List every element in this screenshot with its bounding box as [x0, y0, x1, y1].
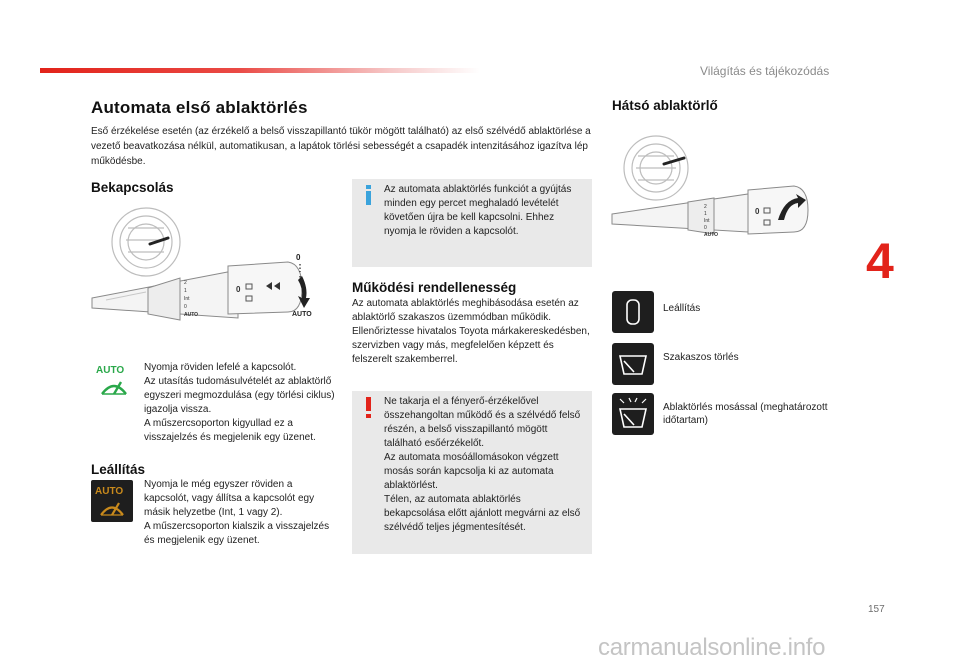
- wiper-stalk-icon: [612, 186, 808, 234]
- stalk-label-0: 0: [184, 304, 187, 310]
- header-accent-bar: [40, 68, 480, 73]
- page-title: Automata első ablaktörlés: [91, 98, 308, 117]
- warning-box: [352, 391, 592, 554]
- rear-stalk-zero-label: 0: [755, 207, 760, 216]
- svg-text:0: 0: [704, 225, 707, 231]
- malfunction-heading: Működési rendellenesség: [352, 280, 517, 295]
- info-box: [352, 179, 592, 267]
- warning-icon: [361, 396, 377, 425]
- marker-zero-label: 0: [296, 253, 301, 262]
- svg-text:AUTO: AUTO: [96, 365, 125, 376]
- warning-box-text: Ne takarja el a fényerő-érzékelővel összehangoltan működő és a szélvédő felső részén, a belső visszapillantó mögött található esőérzékelőt. Az automata mosóállomásokon végzett mosás során kapcsolja ki az automata ablaktörlést. Télen, az automata ablaktörlés bekapcsolása előtt ajánlott megvárni az első szélvédő teljes jégmentesítését.: [384, 396, 581, 533]
- svg-text:Int: Int: [704, 218, 710, 224]
- svg-text:1: 1: [704, 211, 707, 217]
- stop-icon: [612, 291, 654, 333]
- auto-wiper-indicator-icon: [94, 360, 134, 400]
- steering-wheel-icon: [112, 208, 180, 276]
- info-icon: [361, 184, 377, 211]
- switch-on-heading: Bekapcsolás: [91, 180, 174, 195]
- stalk-label-int: Int: [184, 296, 190, 302]
- stalk-label-auto: AUTO: [184, 312, 199, 318]
- steering-wheel-icon: [624, 136, 688, 200]
- watermark: carmanualsonline.info: [598, 634, 826, 661]
- info-box-text: Az automata ablaktörlés funkciót a gyújtás minden egy percet meghaladó levételét követően újra be kell kapcsolni. Ehhez nyomja le röviden a kapcsolót.: [384, 184, 572, 237]
- malfunction-text: Az automata ablaktörlés meghibásodása esetén az ablaktörlő szakaszos üzemmódban működik. Ellenőriztesse hivatalos Toyota márkakereskedésben, szervizben vagy más, megfelelően képzett és felszerelt szakemberrel.: [352, 298, 590, 365]
- legend-item-stop: Leállítás: [663, 303, 701, 314]
- stalk-label-2: 2: [184, 280, 187, 286]
- legend-item-wash-wipe: Ablaktörlés mosással (meghatározott időtartam): [663, 402, 828, 426]
- wash-wipe-icon: [612, 393, 654, 435]
- legend-item-intermittent: Szakaszos törlés: [663, 352, 739, 363]
- svg-text:AUTO: AUTO: [704, 232, 719, 238]
- switch-off-heading: Leállítás: [91, 462, 146, 477]
- stalk-zero-label: 0: [236, 285, 241, 294]
- rear-wiper-heading: Hátsó ablaktörlő: [612, 98, 718, 113]
- stalk-label-1: 1: [184, 288, 187, 294]
- svg-text:2: 2: [704, 204, 707, 210]
- chapter-number: 4: [866, 233, 894, 289]
- svg-text:AUTO: AUTO: [95, 486, 124, 497]
- intermittent-wipe-icon: [612, 343, 654, 385]
- page-number: 157: [868, 604, 885, 615]
- rear-wiper-stalk-illustration: [608, 128, 818, 258]
- intro-paragraph: Eső érzékelése esetén (az érzékelő a belső visszapillantó tükör mögött található) az első szélvédő ablaktörlése a vezető beavatkozása nélkül, automatikusan, a lapátok törlési sebességét a csapadék intenzitásához igazítva lép működésbe.: [91, 126, 591, 167]
- marker-auto-label: AUTO: [292, 311, 312, 318]
- front-wiper-stalk-illustration: [88, 200, 328, 330]
- switch-on-text: Nyomja röviden lefelé a kapcsolót. Az utasítás tudomásulvételét az ablaktörlő egyszeri megmozdulása (egy törlési ciklus) igazolja vissza. A műszercsoporton kigyullad ez a visszajelzés és megjelenik egy üzenet.: [144, 362, 335, 443]
- chapter-title: Világítás és tájékozódás: [700, 64, 830, 78]
- switch-off-text: Nyomja le még egyszer röviden a kapcsolót, vagy állítsa a kapcsolót egy másik helyzetbe (Int, 1 vagy 2). A műszercsoporton kialszik a visszajelzés és megjelenik egy üzenet.: [144, 479, 330, 546]
- auto-wiper-off-indicator-icon: [91, 480, 133, 522]
